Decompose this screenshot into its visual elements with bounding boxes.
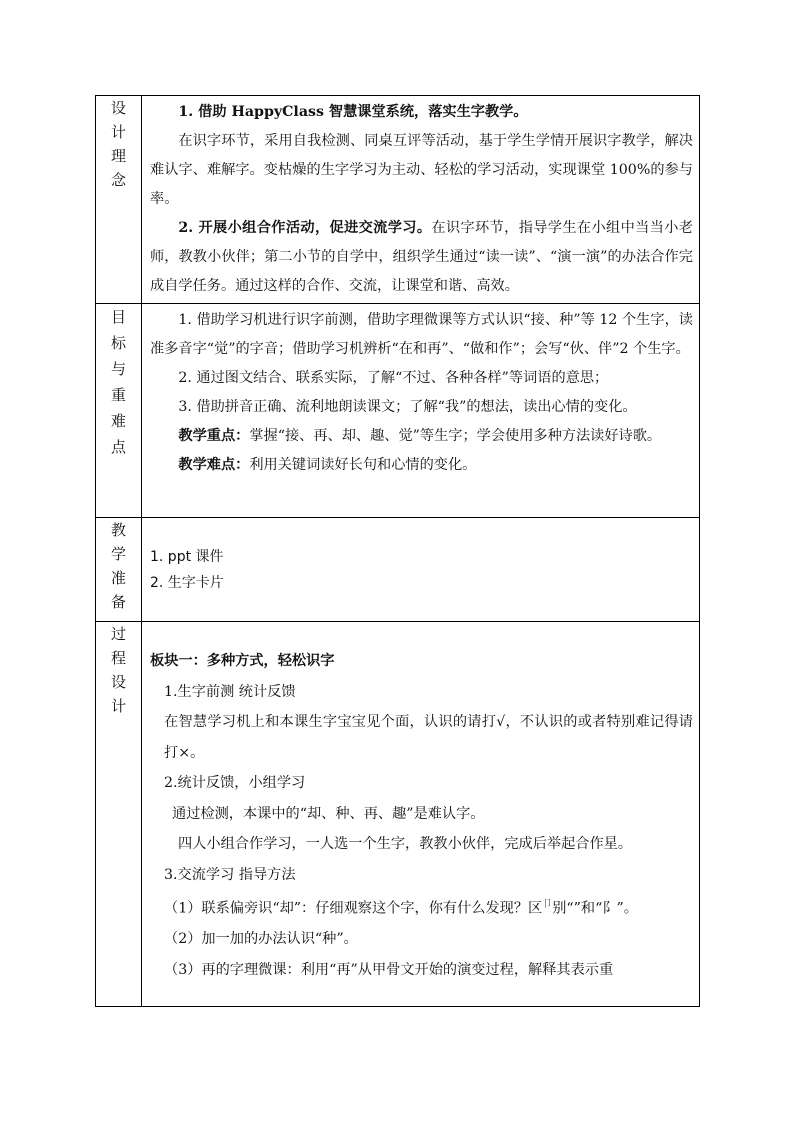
goals-row bbox=[96, 304, 700, 518]
prep-label-cell bbox=[96, 518, 142, 622]
goals-label-cell bbox=[96, 304, 142, 518]
key-point bbox=[150, 422, 693, 451]
prep-item-2: 2. 生字卡片 bbox=[150, 574, 224, 591]
key-point-label: 教学重点： bbox=[178, 428, 250, 444]
goal-3: 3. 借助拼音正确、流利地朗读课文；了解“我”的想法，读出心情的变化。 bbox=[178, 399, 637, 415]
process-step-1-text: 在智慧学习机上和本课生字宝宝见个面，认识的请打√，不认识的或者特别难记得请打×。 bbox=[164, 714, 693, 761]
process-label: 过 程 设 计 bbox=[110, 625, 126, 715]
goal-2: 2. 通过图文结合、联系实际，了解“不过、各种各样”等词语的意思； bbox=[178, 370, 609, 386]
key-point-text: 掌握“接、再、却、趣、觉”等生字；学会使用多种方法读好诗歌。 bbox=[249, 428, 662, 444]
prep-item-1: 1. ppt 课件 bbox=[150, 548, 224, 565]
prep-row bbox=[96, 518, 700, 622]
design-point-1-text: 在识字环节，采用自我检测、同桌互评等活动，基于学生学情开展识字教学，解决难认字、难解字。变枯燥的生字学习为主动、轻松的学习活动，实现课堂 100%的参与率。 bbox=[150, 133, 693, 207]
process-label-cell bbox=[96, 622, 142, 1007]
prep-content bbox=[142, 518, 700, 622]
design-concept-row bbox=[96, 96, 700, 304]
process-step-2: 2.统计反馈，小组学习 bbox=[164, 775, 306, 791]
radical-mark: 卩 bbox=[542, 899, 553, 910]
difficulty-label: 教学难点： bbox=[178, 457, 250, 473]
process-step-1: 1.生字前测 统计反馈 bbox=[164, 683, 296, 700]
goals-content bbox=[142, 304, 700, 518]
process-step-3: 3.交流学习 指导方法 bbox=[164, 866, 296, 883]
design-concept-content bbox=[142, 96, 700, 304]
process-step-2-text-1: 通过检测，本课中的“却、种、再、趣”是难认字。 bbox=[172, 805, 485, 822]
design-point-2-title: 2. 开展小组合作活动，促进交流学习。 bbox=[178, 220, 432, 236]
lesson-plan-table bbox=[95, 95, 700, 1007]
difficulty bbox=[150, 451, 693, 480]
design-concept-label: 设 计 理 念 bbox=[110, 99, 126, 189]
design-concept-label-cell bbox=[96, 96, 142, 304]
prep-label: 教 学 准 备 bbox=[110, 521, 126, 611]
process-row bbox=[96, 622, 700, 1007]
process-content bbox=[142, 622, 700, 1007]
goals-label: 目 标 与 重 难 点 bbox=[110, 308, 126, 456]
design-point-2 bbox=[150, 214, 693, 301]
process-step-2-text-2: 四人小组合作学习，一人选一个生字，教教小伙伴，完成后举起合作星。 bbox=[178, 836, 633, 852]
goal-1: 1. 借助学习机进行识字前测，借助字理微课等方式认识“接、种”等 12 个生字，读准多音字“觉”的字音；借助学习机辨析“在和再”、“做和作”；会写“伙、伴”2 个生字。 bbox=[150, 312, 693, 357]
process-step-3-item-3: （3）再的字理微课：利用“再”从甲骨文开始的演变过程，解释其表示重 bbox=[164, 961, 614, 978]
design-point-2-text: 在识字环节，指导学生在小组中当当小老师，教教小伙伴；第二小节的自学中，组织学生通过“读一读”、“演一演”的办法合作完成自学任务。通过这样的合作、交流，让课堂和谐、高效。 bbox=[150, 220, 693, 294]
difficulty-text: 利用关键词读好长句和心情的变化。 bbox=[249, 457, 477, 473]
process-step-3-item-1: （1）联系偏旁识“却”：仔细观察这个字，你有什么发现？区$^卩$别“”和“阝”。 bbox=[164, 899, 638, 917]
design-point-1-title: 1. 借助 HappyClass 智慧课堂系统，落实生字教学。 bbox=[178, 104, 528, 120]
process-step-3-item-2: （2）加一加的办法认识“种”。 bbox=[164, 931, 358, 948]
process-section-title: 板块一：多种方式，轻松识字 bbox=[150, 653, 335, 669]
